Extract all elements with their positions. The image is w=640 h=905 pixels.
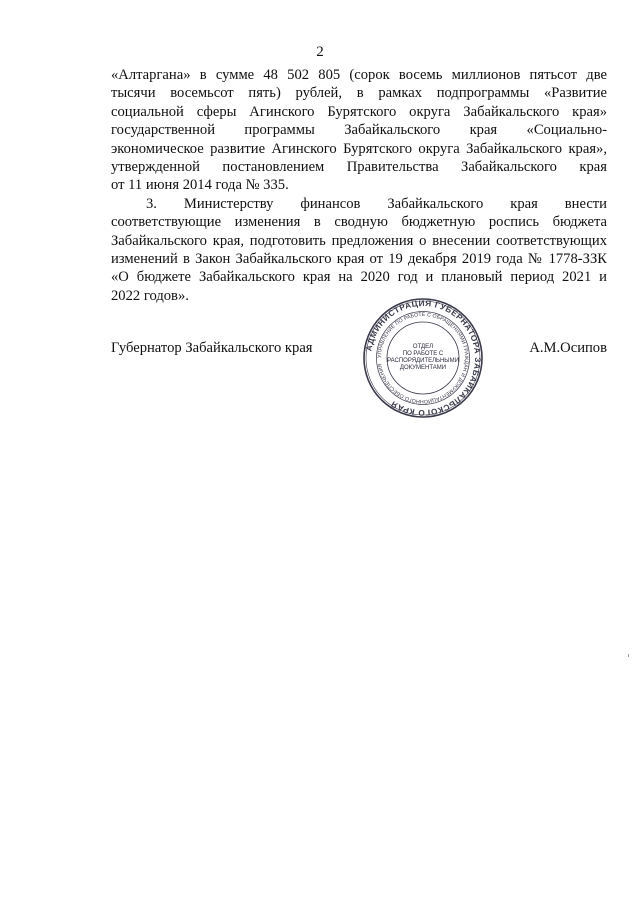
- signature-block: [111, 340, 607, 470]
- text-line: Забайкальского края, подготовить предложения о внесении соответствующих: [111, 232, 607, 249]
- official-seal-stamp: [362, 297, 484, 419]
- text-line: «Алтаргана» в сумме 48 502 805 (сорок восемь миллионов пятьсот две: [111, 67, 607, 83]
- seal-center-line: ПО РАБОТЕ С: [402, 351, 444, 357]
- text-line: от 11 июня 2014 года № 335.: [111, 177, 289, 194]
- seal-center-line: РАСПОРЯДИТЕЛЬНЫМИ: [387, 358, 459, 364]
- text-line: соответствующие изменения в сводную бюджетную роспись бюджета: [111, 214, 607, 231]
- text-line: 3. Министерству финансов Забайкальского края внести: [146, 195, 607, 212]
- signatory-name: А.М.Осипов: [529, 340, 607, 356]
- seal-inner-text: УПРАВЛЕНИЕ ПО РАБОТЕ С ОБРАЩЕНИЯМИ ГРАЖДАН И ДОКУМЕНТАЦИОННОГО ОБЕСПЕЧЕНИЯ: [376, 311, 470, 405]
- text-line: утвержденной постановлением Правительства Забайкальского края: [111, 159, 607, 176]
- text-line: изменений в Закон Забайкальского края от 19 декабря 2019 года № 1778-ЗЗК: [111, 251, 607, 268]
- text-line: экономическое развитие Агинского Бурятского округа Забайкальского края»,: [111, 140, 607, 157]
- page-number: 2: [316, 44, 324, 60]
- seal-center-line: ДОКУМЕНТАМИ: [399, 365, 447, 371]
- text-line: социальной сферы Агинского Бурятского округа Забайкальского края»: [111, 103, 607, 120]
- text-line: тысячи восемьсот пять) рублей, в рамках подпрограммы «Развитие: [111, 85, 607, 102]
- document-body: [111, 66, 607, 305]
- signatory-role: Губернатор Забайкальского края: [111, 340, 313, 356]
- scan-speck: [628, 654, 629, 657]
- text-line: «О бюджете Забайкальского края на 2020 год и плановый период 2021 и: [111, 269, 607, 286]
- svg-text:УПРАВЛЕНИЕ ПО РАБОТЕ С ОБРАЩЕН: [377, 312, 469, 404]
- seal-outer-text: АДМИНИСТРАЦИЯ ГУБЕРНАТОРА ЗАБАЙКАЛЬСКОГО КРАЯ: [364, 298, 483, 418]
- paragraph-allocation: [111, 66, 607, 195]
- text-line: 2022 годов».: [111, 287, 189, 304]
- seal-graphic: [362, 297, 484, 419]
- seal-center-line: ОТДЕЛ: [412, 344, 434, 350]
- text-line: государственной программы Забайкальского края «Социально-: [111, 122, 607, 139]
- paragraph-item-3: [111, 195, 607, 305]
